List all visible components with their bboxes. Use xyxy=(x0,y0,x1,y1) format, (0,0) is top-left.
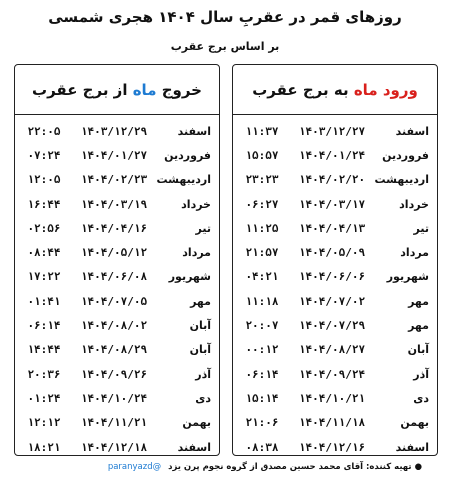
table-row xyxy=(233,411,437,435)
month-cell: آذر xyxy=(413,367,429,381)
table-row xyxy=(15,192,219,216)
table-row xyxy=(233,143,437,167)
date-cell: ۱۴۰۴/۰۳/۱۹ xyxy=(80,197,148,211)
date-cell: ۱۴۰۴/۰۷/۰۲ xyxy=(298,294,366,308)
month-cell: دی xyxy=(413,391,429,405)
month-cell: مهر xyxy=(408,294,429,308)
table-row xyxy=(233,289,437,313)
table-row xyxy=(15,386,219,410)
time-cell: ۱۱:۲۵ xyxy=(245,221,279,235)
bullet-icon: ● xyxy=(414,462,422,472)
time-cell: ۲۰:۰۷ xyxy=(245,319,279,333)
time-cell: ۰۱:۲۴ xyxy=(27,391,61,405)
date-cell: ۱۴۰۴/۰۶/۰۶ xyxy=(298,270,366,284)
date-cell: ۱۴۰۴/۰۹/۲۴ xyxy=(298,367,366,381)
month-cell: دی xyxy=(195,391,211,405)
month-cell: بهمن xyxy=(400,416,429,430)
time-cell: ۱۵:۱۴ xyxy=(245,391,279,405)
date-cell: ۱۴۰۴/۰۳/۱۷ xyxy=(298,197,366,211)
time-cell: ۰۰:۱۲ xyxy=(245,343,279,357)
table-row xyxy=(15,216,219,240)
time-cell: ۱۲:۰۵ xyxy=(27,173,61,187)
month-cell: آبان xyxy=(407,343,429,357)
table-row xyxy=(233,192,437,216)
month-cell: اسفند xyxy=(177,440,211,454)
exit-rows xyxy=(15,115,219,459)
month-cell: مهر xyxy=(190,294,211,308)
month-cell: شهریور xyxy=(168,270,211,284)
month-cell: اسفند xyxy=(395,124,429,138)
table-row xyxy=(15,119,219,143)
table-row xyxy=(15,313,219,337)
month-cell: مرداد xyxy=(400,246,429,260)
date-cell: ۱۴۰۴/۰۴/۱۳ xyxy=(298,221,366,235)
month-cell: تیر xyxy=(413,221,429,235)
table-row xyxy=(233,168,437,192)
entry-table-header xyxy=(233,65,437,115)
table-row xyxy=(15,240,219,264)
date-cell: ۱۴۰۴/۰۲/۲۰ xyxy=(298,173,366,187)
date-cell: ۱۴۰۴/۱۱/۲۱ xyxy=(80,416,148,430)
date-cell: ۱۴۰۴/۰۶/۰۸ xyxy=(80,270,148,284)
month-cell: فروردین xyxy=(164,148,211,162)
date-cell: ۱۴۰۴/۰۹/۲۶ xyxy=(80,367,148,381)
time-cell: ۰۸:۴۴ xyxy=(27,246,61,260)
month-cell: مهر xyxy=(408,319,429,333)
time-cell: ۰۸:۳۸ xyxy=(245,440,279,454)
date-cell: ۱۴۰۴/۰۷/۲۹ xyxy=(298,319,366,333)
date-cell: ۱۴۰۴/۰۷/۰۵ xyxy=(80,294,148,308)
month-cell: فروردین xyxy=(382,148,429,162)
date-cell: ۱۴۰۴/۱۲/۱۸ xyxy=(80,440,148,454)
time-cell: ۱۲:۱۲ xyxy=(27,416,61,430)
time-cell: ۱۱:۳۷ xyxy=(245,124,279,138)
table-row xyxy=(233,265,437,289)
date-cell: ۱۴۰۴/۱۰/۲۴ xyxy=(80,391,148,405)
time-cell: ۰۴:۲۱ xyxy=(245,270,279,284)
date-cell: ۱۴۰۴/۰۱/۲۷ xyxy=(80,148,148,162)
social-handle: @paranyazd xyxy=(107,462,162,472)
table-row xyxy=(233,216,437,240)
month-cell: بهمن xyxy=(182,416,211,430)
time-cell: ۱۶:۴۴ xyxy=(27,197,61,211)
month-cell: خرداد xyxy=(181,197,211,211)
date-cell: ۱۴۰۴/۰۱/۲۴ xyxy=(298,148,366,162)
month-cell: اردیبهشت xyxy=(156,173,211,187)
table-row xyxy=(15,143,219,167)
time-cell: ۲۱:۰۶ xyxy=(245,416,279,430)
table-row xyxy=(15,168,219,192)
time-cell: ۰۶:۱۴ xyxy=(27,319,61,333)
table-row xyxy=(15,338,219,362)
date-cell: ۱۴۰۴/۱۰/۲۱ xyxy=(298,391,366,405)
exit-title-accent: ماه xyxy=(132,80,157,99)
month-cell: آبان xyxy=(189,319,211,333)
entry-title-rest: به برج عقرب xyxy=(252,80,349,99)
date-cell: ۱۴۰۴/۰۲/۲۳ xyxy=(80,173,148,187)
page-title: روزهای قمر در عقربِ سال ۱۴۰۴ هجری شمسی xyxy=(48,8,402,26)
time-cell: ۲۱:۵۷ xyxy=(245,246,279,260)
table-row xyxy=(233,313,437,337)
table-row xyxy=(15,362,219,386)
time-cell: ۲۲:۰۵ xyxy=(27,124,61,138)
date-cell: ۱۴۰۴/۰۸/۲۷ xyxy=(298,343,366,357)
time-cell: ۱۱:۱۸ xyxy=(245,294,279,308)
table-row xyxy=(15,265,219,289)
table-row xyxy=(233,338,437,362)
month-cell: اردیبهشت xyxy=(374,173,429,187)
date-cell: ۱۴۰۴/۰۵/۱۲ xyxy=(80,246,148,260)
time-cell: ۱۸:۲۱ xyxy=(27,440,61,454)
entry-table xyxy=(232,64,438,456)
month-cell: خرداد xyxy=(399,197,429,211)
time-cell: ۱۴:۴۴ xyxy=(27,343,61,357)
date-cell: ۱۴۰۴/۰۴/۱۶ xyxy=(80,221,148,235)
table-row xyxy=(233,119,437,143)
date-cell: ۱۴۰۴/۰۵/۰۹ xyxy=(298,246,366,260)
date-cell: ۱۴۰۳/۱۲/۲۷ xyxy=(298,124,366,138)
table-row xyxy=(15,435,219,459)
table-row xyxy=(233,435,437,459)
exit-title-start: خروج xyxy=(161,80,202,99)
exit-table xyxy=(14,64,220,456)
time-cell: ۰۶:۲۷ xyxy=(245,197,279,211)
table-row xyxy=(233,386,437,410)
table-row xyxy=(15,411,219,435)
time-cell: ۰۶:۱۴ xyxy=(245,367,279,381)
exit-title-end: از برج عقرب xyxy=(32,80,128,99)
entry-title-accent: ورود ماه xyxy=(353,80,418,99)
month-cell: تیر xyxy=(195,221,211,235)
table-row xyxy=(233,240,437,264)
entry-rows xyxy=(233,115,437,459)
date-cell: ۱۴۰۴/۱۲/۱۶ xyxy=(298,440,366,454)
month-cell: آذر xyxy=(195,367,211,381)
date-cell: ۱۴۰۴/۰۸/۰۲ xyxy=(80,319,148,333)
month-cell: اسفند xyxy=(177,124,211,138)
month-cell: آبان xyxy=(189,343,211,357)
month-cell: مرداد xyxy=(182,246,211,260)
time-cell: ۲۰:۳۶ xyxy=(27,367,61,381)
page-subtitle: بر اساس برج عقرب xyxy=(170,40,280,53)
date-cell: ۱۴۰۳/۱۲/۲۹ xyxy=(80,124,148,138)
table-row xyxy=(15,289,219,313)
time-cell: ۱۵:۵۷ xyxy=(245,148,279,162)
date-cell: ۱۴۰۴/۱۱/۱۸ xyxy=(298,416,366,430)
table-row xyxy=(233,362,437,386)
time-cell: ۰۱:۴۱ xyxy=(27,294,61,308)
month-cell: اسفند xyxy=(395,440,429,454)
time-cell: ۰۲:۵۶ xyxy=(27,221,61,235)
time-cell: ۱۷:۲۲ xyxy=(27,270,61,284)
time-cell: ۲۳:۲۳ xyxy=(245,173,279,187)
month-cell: شهریور xyxy=(386,270,429,284)
time-cell: ۰۷:۲۴ xyxy=(27,148,61,162)
credit-line xyxy=(0,462,450,472)
date-cell: ۱۴۰۴/۰۸/۲۹ xyxy=(80,343,148,357)
credit-text: تهیه کننده: آقای محمد حسین مصدق از گروه نجوم پرن یزد xyxy=(168,462,412,472)
exit-table-header xyxy=(15,65,219,115)
